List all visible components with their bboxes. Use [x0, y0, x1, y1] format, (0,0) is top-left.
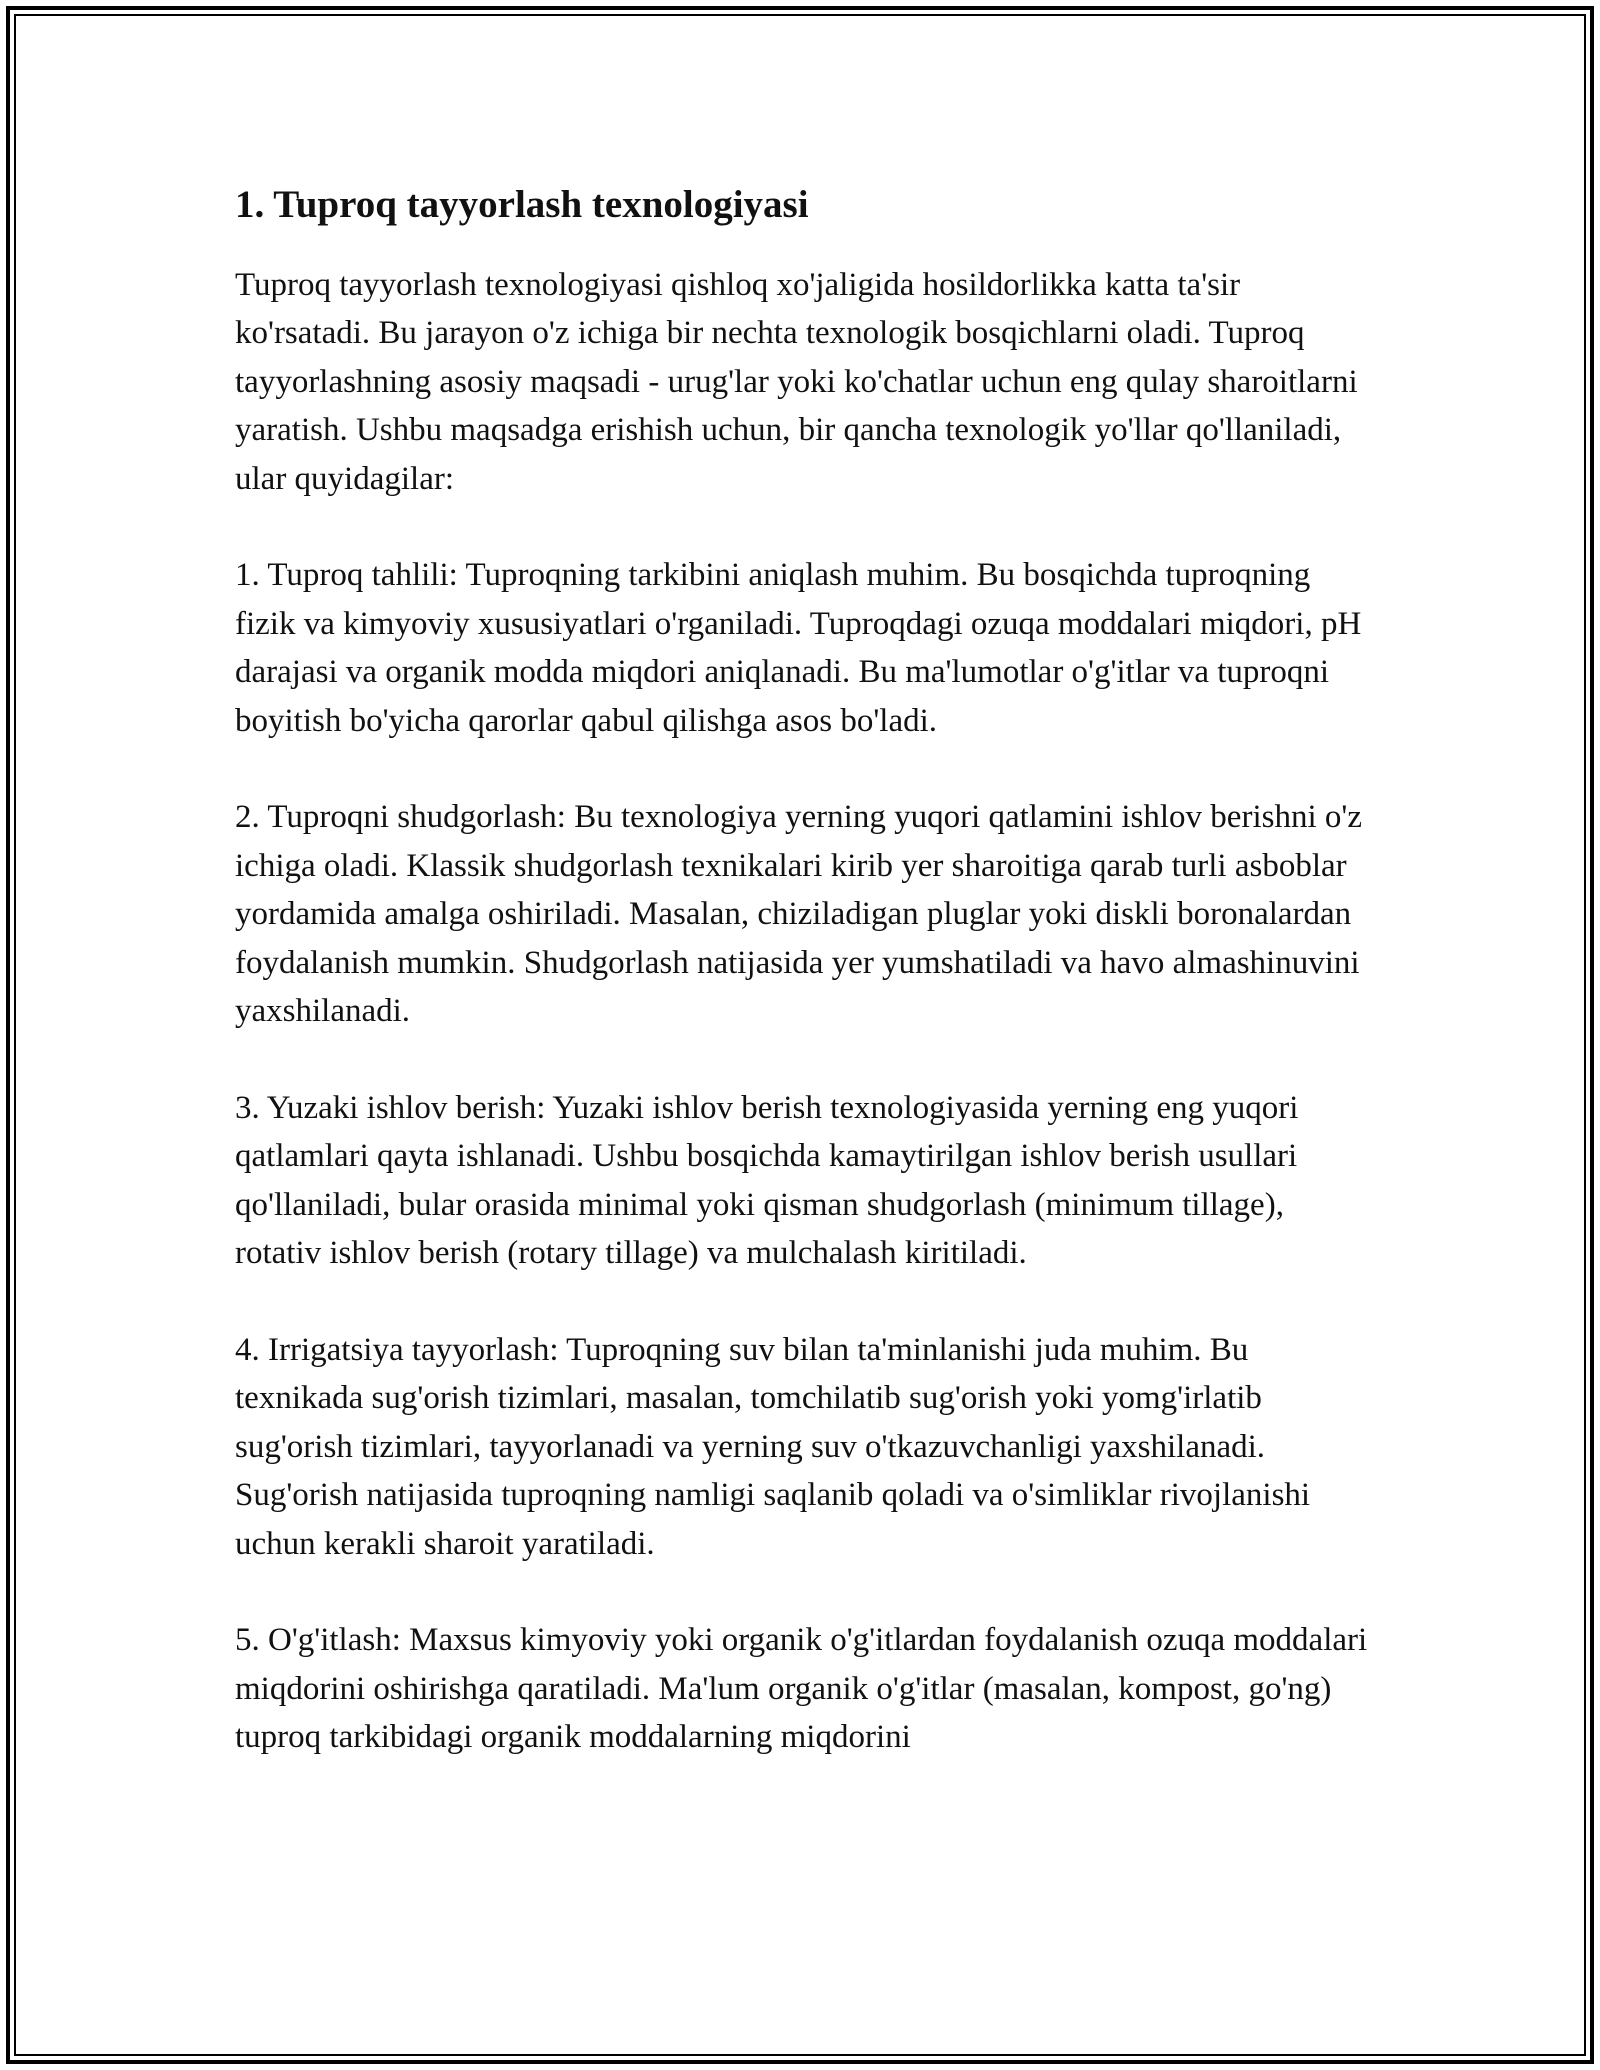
intro-paragraph: Tuproq tayyorlash texnologiyasi qishloq xo'jaligida hosildorlikka katta ta'sir ko'rsatadi. Bu jarayon o'z ichiga bir nechta texnologik bosqichlarni oladi. Tuproq tayyorlashning asosiy maqsadi - urug'lar yoki ko'chatlar uchun eng qulay sharoitlarni yaratish. Ushbu maqsadga erishish uchun, bir qancha texnologik yo'llar qo'llaniladi, ular quyidagilar:: [235, 266, 1358, 497]
irrigation-paragraph: 4. Irrigatsiya tayyorlash: Tuproqning suv bilan ta'minlanishi juda muhim. Bu texnikada sug'orish tizimlari, masalan, tomchilatib sug'orish yoki yomg'irlatib sug'orish tizimlari, tayyorlanadi va yerning suv o'tkazuvchanligi yaxshilanadi. Sug'orish natijasida tuproqning namligi saqlanib qoladi va o'simliklar rivojlanishi uchun kerakli sharoit yaratiladi.: [235, 1331, 1311, 1562]
fertilization-paragraph: 5. O'g'itlash: Maxsus kimyoviy yoki organik o'g'itlardan foydalanish ozuqa moddalari miqdorini oshirishga qaratiladi. Ma'lum organik o'g'itlar (masalan, kompost, go'ng) tuproq tarkibidagi organik moddalarning miqdorini: [235, 1622, 1368, 1756]
plowing-paragraph: 2. Tuproqni shudgorlash: Bu texnologiya yerning yuqori qatlamini ishlov berishni o'z ichiga oladi. Klassik shudgorlash texnikalari kirib yer sharoitiga qarab turli asboblar yordamida amalga oshiriladi. Masalan, chiziladigan pluglar yoki diskli boronalardan foydalanish mumkin. Shudgorlash natijasida yer yumshatiladi va havo almashinuvini yaxshilanadi.: [235, 799, 1362, 1030]
document-body: [235, 180, 1375, 1810]
section-title: 1. Tuproq tayyorlash texnologiyasi: [235, 183, 809, 226]
surface-tillage-paragraph: 3. Yuzaki ishlov berish: Yuzaki ishlov berish texnologiyasida yerning eng yuqori qatlamlari qayta ishlanadi. Ushbu bosqichda kamaytirilgan ishlov berish usullari qo'llaniladi, bular orasida minimal yoki qisman shudgorlash (minimum tillage), rotativ ishlov berish (rotary tillage) va mulchalash kiritiladi.: [235, 1089, 1299, 1272]
soil-analysis-paragraph: 1. Tuproq tahlili: Tuproqning tarkibini aniqlash muhim. Bu bosqichda tuproqning fizik va kimyoviy xususiyatlari o'rganiladi. Tuproqdagi ozuqa moddalari miqdori, pH darajasi va organik modda miqdori aniqlanadi. Bu ma'lumotlar o'g'itlar va tuproqni boyitish bo'yicha qarorlar qabul qilishga asos bo'ladi.: [235, 557, 1362, 739]
